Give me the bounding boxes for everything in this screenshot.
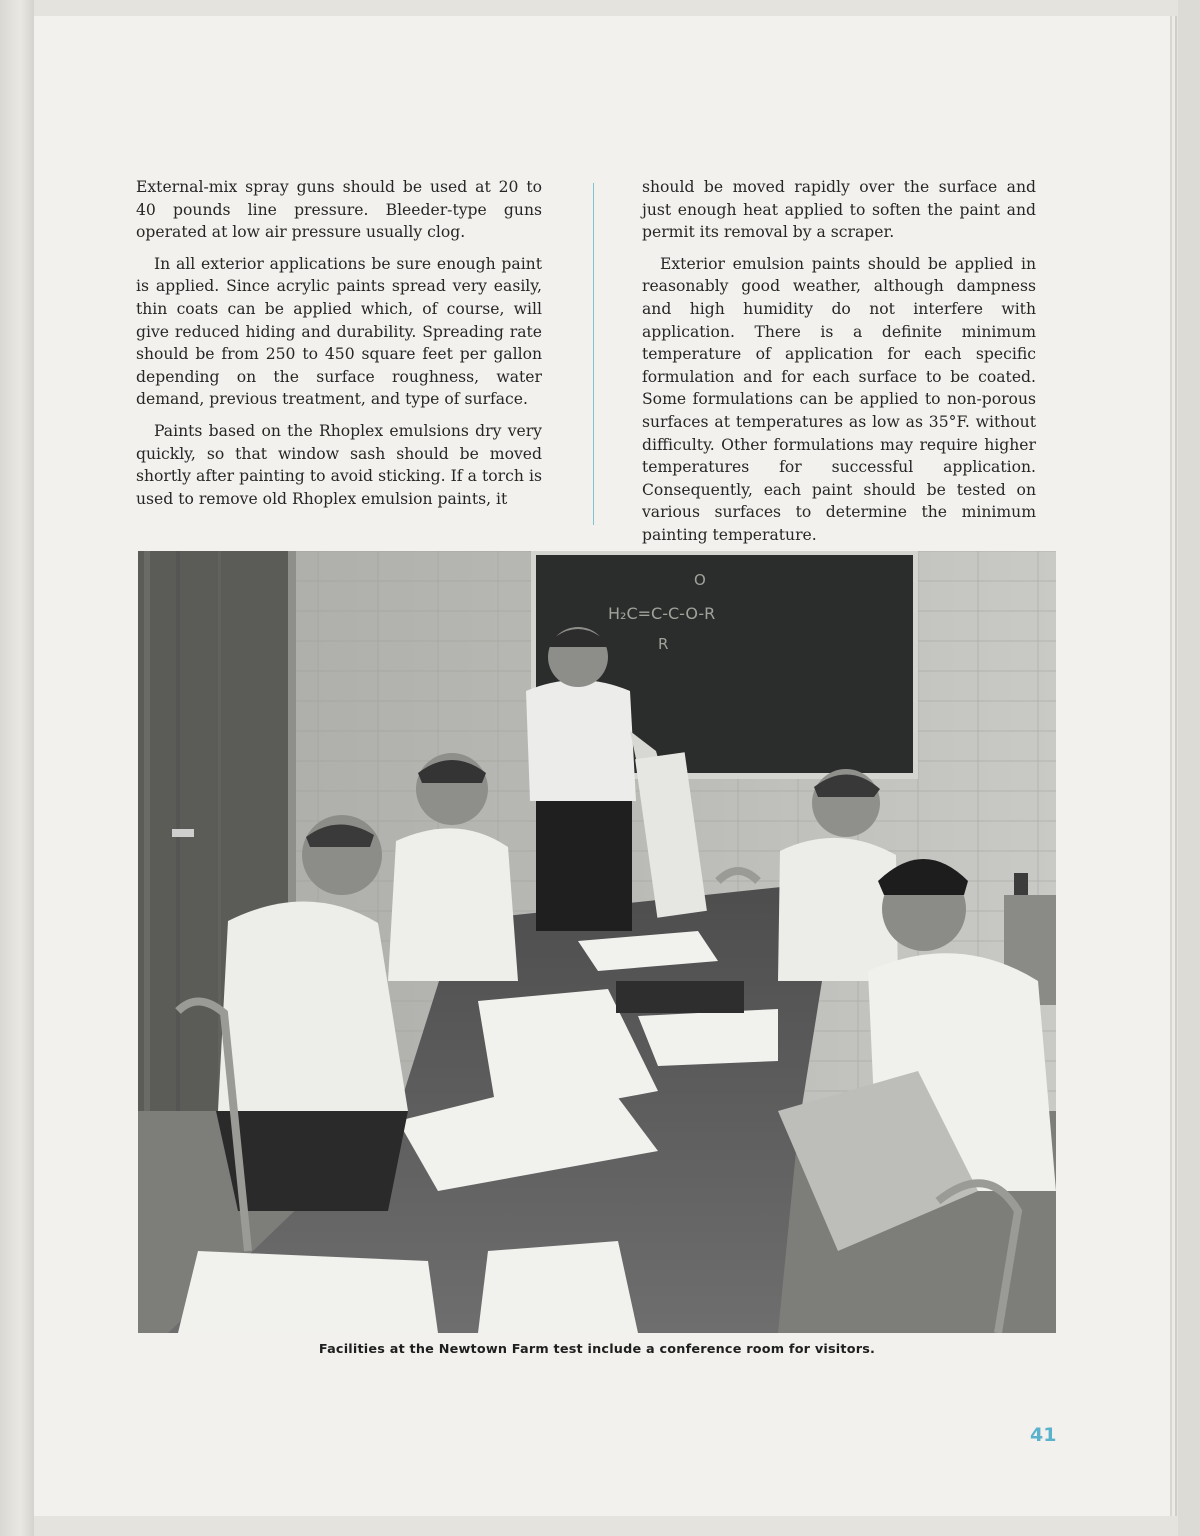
paragraph: In all exterior applications be sure enough paint is applied. Since acrylic paints spread very easily, thin coats can be applied which, of course, will give reduced hiding and durability. Spreading rate should be from 250 to 450 square feet per gallon depending on the surface roughness, water demand, previous treatment, and type of surface. bbox=[136, 254, 542, 409]
paragraph: Exterior emulsion paints should be applied in reasonably good weather, although dampness and high humidity do not interfere with application. There is a definite minimum temperature of application for each specific formulation and for each surface to be coated. Some formulations can be applied to non-porous surfaces at temperatures as low as 35°F. without difficulty. Other formulations may require higher temperatures for successful application. Consequently, each paint should be tested on various surfaces to determine the minimum painting temperature. bbox=[642, 254, 1036, 544]
photo-caption: Facilities at the Newtown Farm test include a conference room for visitors. bbox=[318, 1342, 876, 1357]
paragraph: External-mix spray guns should be used at 20 to 40 pounds line pressure. Bleeder-type guns operated at low air pressure usually clog. bbox=[136, 178, 542, 242]
conference-room-photo bbox=[138, 551, 1056, 1333]
text-column-left bbox=[136, 176, 542, 519]
scan-left-edge bbox=[0, 0, 34, 1536]
blackboard-formula-bottom: R bbox=[658, 635, 669, 653]
scan-right-edge bbox=[1178, 0, 1200, 1536]
blackboard-formula: H₂C=C-C-O-R bbox=[608, 604, 716, 623]
paragraph: Paints based on the Rhoplex emulsions dry very quickly, so that window sash should be moved shortly after painting to avoid sticking. If a torch is used to remove old Rhoplex emulsion paints, it bbox=[136, 421, 542, 508]
text-column-right bbox=[642, 176, 1036, 556]
paragraph: should be moved rapidly over the surface and just enough heat applied to soften the paint and permit its removal by a scraper. bbox=[642, 178, 1036, 242]
page-number: 41 bbox=[1030, 1424, 1057, 1446]
door-handle bbox=[172, 829, 194, 837]
wall-outlet bbox=[1014, 873, 1028, 895]
blackboard-formula-top: O bbox=[694, 571, 706, 589]
column-divider bbox=[593, 183, 594, 525]
binder bbox=[616, 981, 744, 1013]
